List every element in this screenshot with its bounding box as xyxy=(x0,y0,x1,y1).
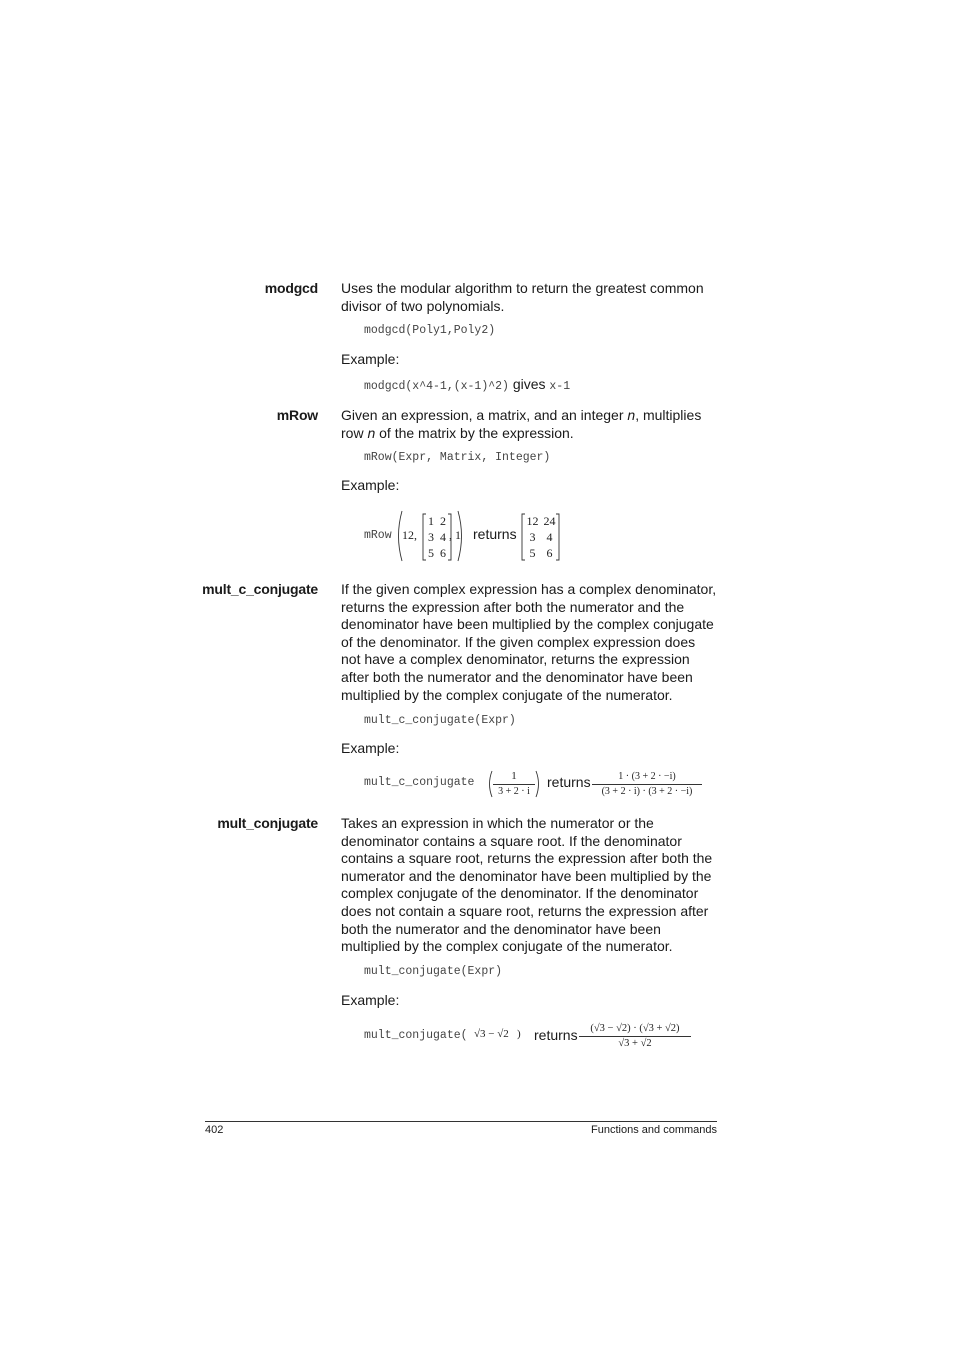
example-mrow xyxy=(364,510,604,564)
matrix-cell: 5 xyxy=(529,546,536,560)
example-code: modgcd(x^4-1,(x-1)^2) xyxy=(364,380,509,393)
result-fraction xyxy=(579,1022,691,1050)
fraction-numerator: (√3 − √2) · (√3 + √2) xyxy=(590,1023,680,1034)
matrix-cell: 24 xyxy=(543,514,556,528)
syntax-mrow: mRow(Expr, Matrix, Integer) xyxy=(364,451,551,464)
description-mrow xyxy=(341,407,717,442)
matrix-cell: 4 xyxy=(546,530,553,544)
matrix-cell: 1 xyxy=(428,514,434,528)
matrix-cell: 5 xyxy=(428,546,434,560)
matrix-cell: 3 xyxy=(529,530,536,544)
section-title: Functions and commands xyxy=(591,1124,717,1136)
desc-text: , multiplies row xyxy=(341,407,702,441)
arg-scalar: 12, xyxy=(402,528,417,542)
description-mult-conjugate: Takes an expression in which the numerator or the denominator contains a square root. If the denominator contains a square root, returns the expression after both the numerator and the denominator have been multiplied by the complex conjugate of the denominator. If the denominator does not contain a square root, returns the expression after both the numerator and the denominator have been multiplied by the complex conjugate of the numerator. xyxy=(341,815,713,955)
matrix-cell: 3 xyxy=(428,530,434,544)
example-mult-c-conjugate xyxy=(364,768,724,802)
right-paren-icon xyxy=(456,510,466,562)
gives-text: gives xyxy=(512,376,546,392)
example-result: x-1 xyxy=(549,380,571,393)
term-mult-c-conjugate: mult_c_conjugate xyxy=(202,581,318,597)
matrix-cell: 2 xyxy=(440,514,446,528)
example-label: Example: xyxy=(341,992,400,1008)
syntax-mult-conjugate: mult_conjugate(Expr) xyxy=(364,965,503,978)
fraction-numerator: 1 · (3 + 2 · −i) xyxy=(618,771,676,782)
term-mult-conjugate: mult_conjugate xyxy=(217,815,318,831)
syntax-mult-c-conjugate: mult_c_conjugate(Expr) xyxy=(364,714,516,727)
result-fraction xyxy=(592,770,702,798)
returns-text: returns xyxy=(547,774,591,790)
matrix-cell: 12 xyxy=(526,514,539,528)
description-mult-c-conjugate: If the given complex expression has a complex denominator, returns the expression after both the numerator and the denominator have been multiplied by the complex conjugate of the denominator. If the given complex expression does not have a complex denominator, returns the expression after both the numerator and the denominator have been multiplied by the complex conjugate of the numerator. xyxy=(341,581,717,703)
description-modgcd: Uses the modular algorithm to return the greatest common divisor of two polynomials. xyxy=(341,280,704,314)
matrix-cell: 6 xyxy=(546,546,553,560)
term-modgcd: modgcd xyxy=(264,280,318,296)
example-label: Example: xyxy=(341,351,400,367)
var-n: n xyxy=(627,407,636,423)
example-label: Example: xyxy=(341,740,400,756)
arg-fraction xyxy=(493,770,535,798)
footer-rule xyxy=(205,1121,717,1122)
example-fn: mult_c_conjugate xyxy=(364,776,475,789)
arg-expression: √3 − √2 xyxy=(474,1028,509,1040)
desc-text: Given an expression, a matrix, and an integer xyxy=(341,407,628,423)
syntax-modgcd: modgcd(Poly1,Poly2) xyxy=(364,324,496,337)
arg-row: , 1 xyxy=(449,528,461,542)
example-fn: mult_conjugate( xyxy=(364,1029,468,1042)
matrix-cell: 4 xyxy=(440,530,446,544)
fraction-denominator: (3 + 2 · i) · (3 + 2 · −i) xyxy=(601,786,693,797)
returns-text: returns xyxy=(473,526,517,542)
matrix-cell: 6 xyxy=(440,546,446,560)
var-n: n xyxy=(367,424,376,441)
right-paren-icon xyxy=(534,770,542,798)
example-modgcd xyxy=(364,376,570,393)
fraction-numerator: 1 xyxy=(511,770,517,782)
desc-text: of the matrix by the expression. xyxy=(375,424,574,441)
returns-text: returns xyxy=(534,1027,578,1043)
example-mult-conjugate xyxy=(364,1020,724,1056)
example-fn: mRow xyxy=(364,529,392,542)
fraction-denominator: √3 + √2 xyxy=(618,1038,652,1049)
page-number: 402 xyxy=(205,1124,224,1136)
term-mrow: mRow xyxy=(276,407,318,423)
fraction-denominator: 3 + 2 · i xyxy=(498,786,530,797)
example-label: Example: xyxy=(341,477,400,493)
arg-close: ) xyxy=(517,1028,521,1040)
